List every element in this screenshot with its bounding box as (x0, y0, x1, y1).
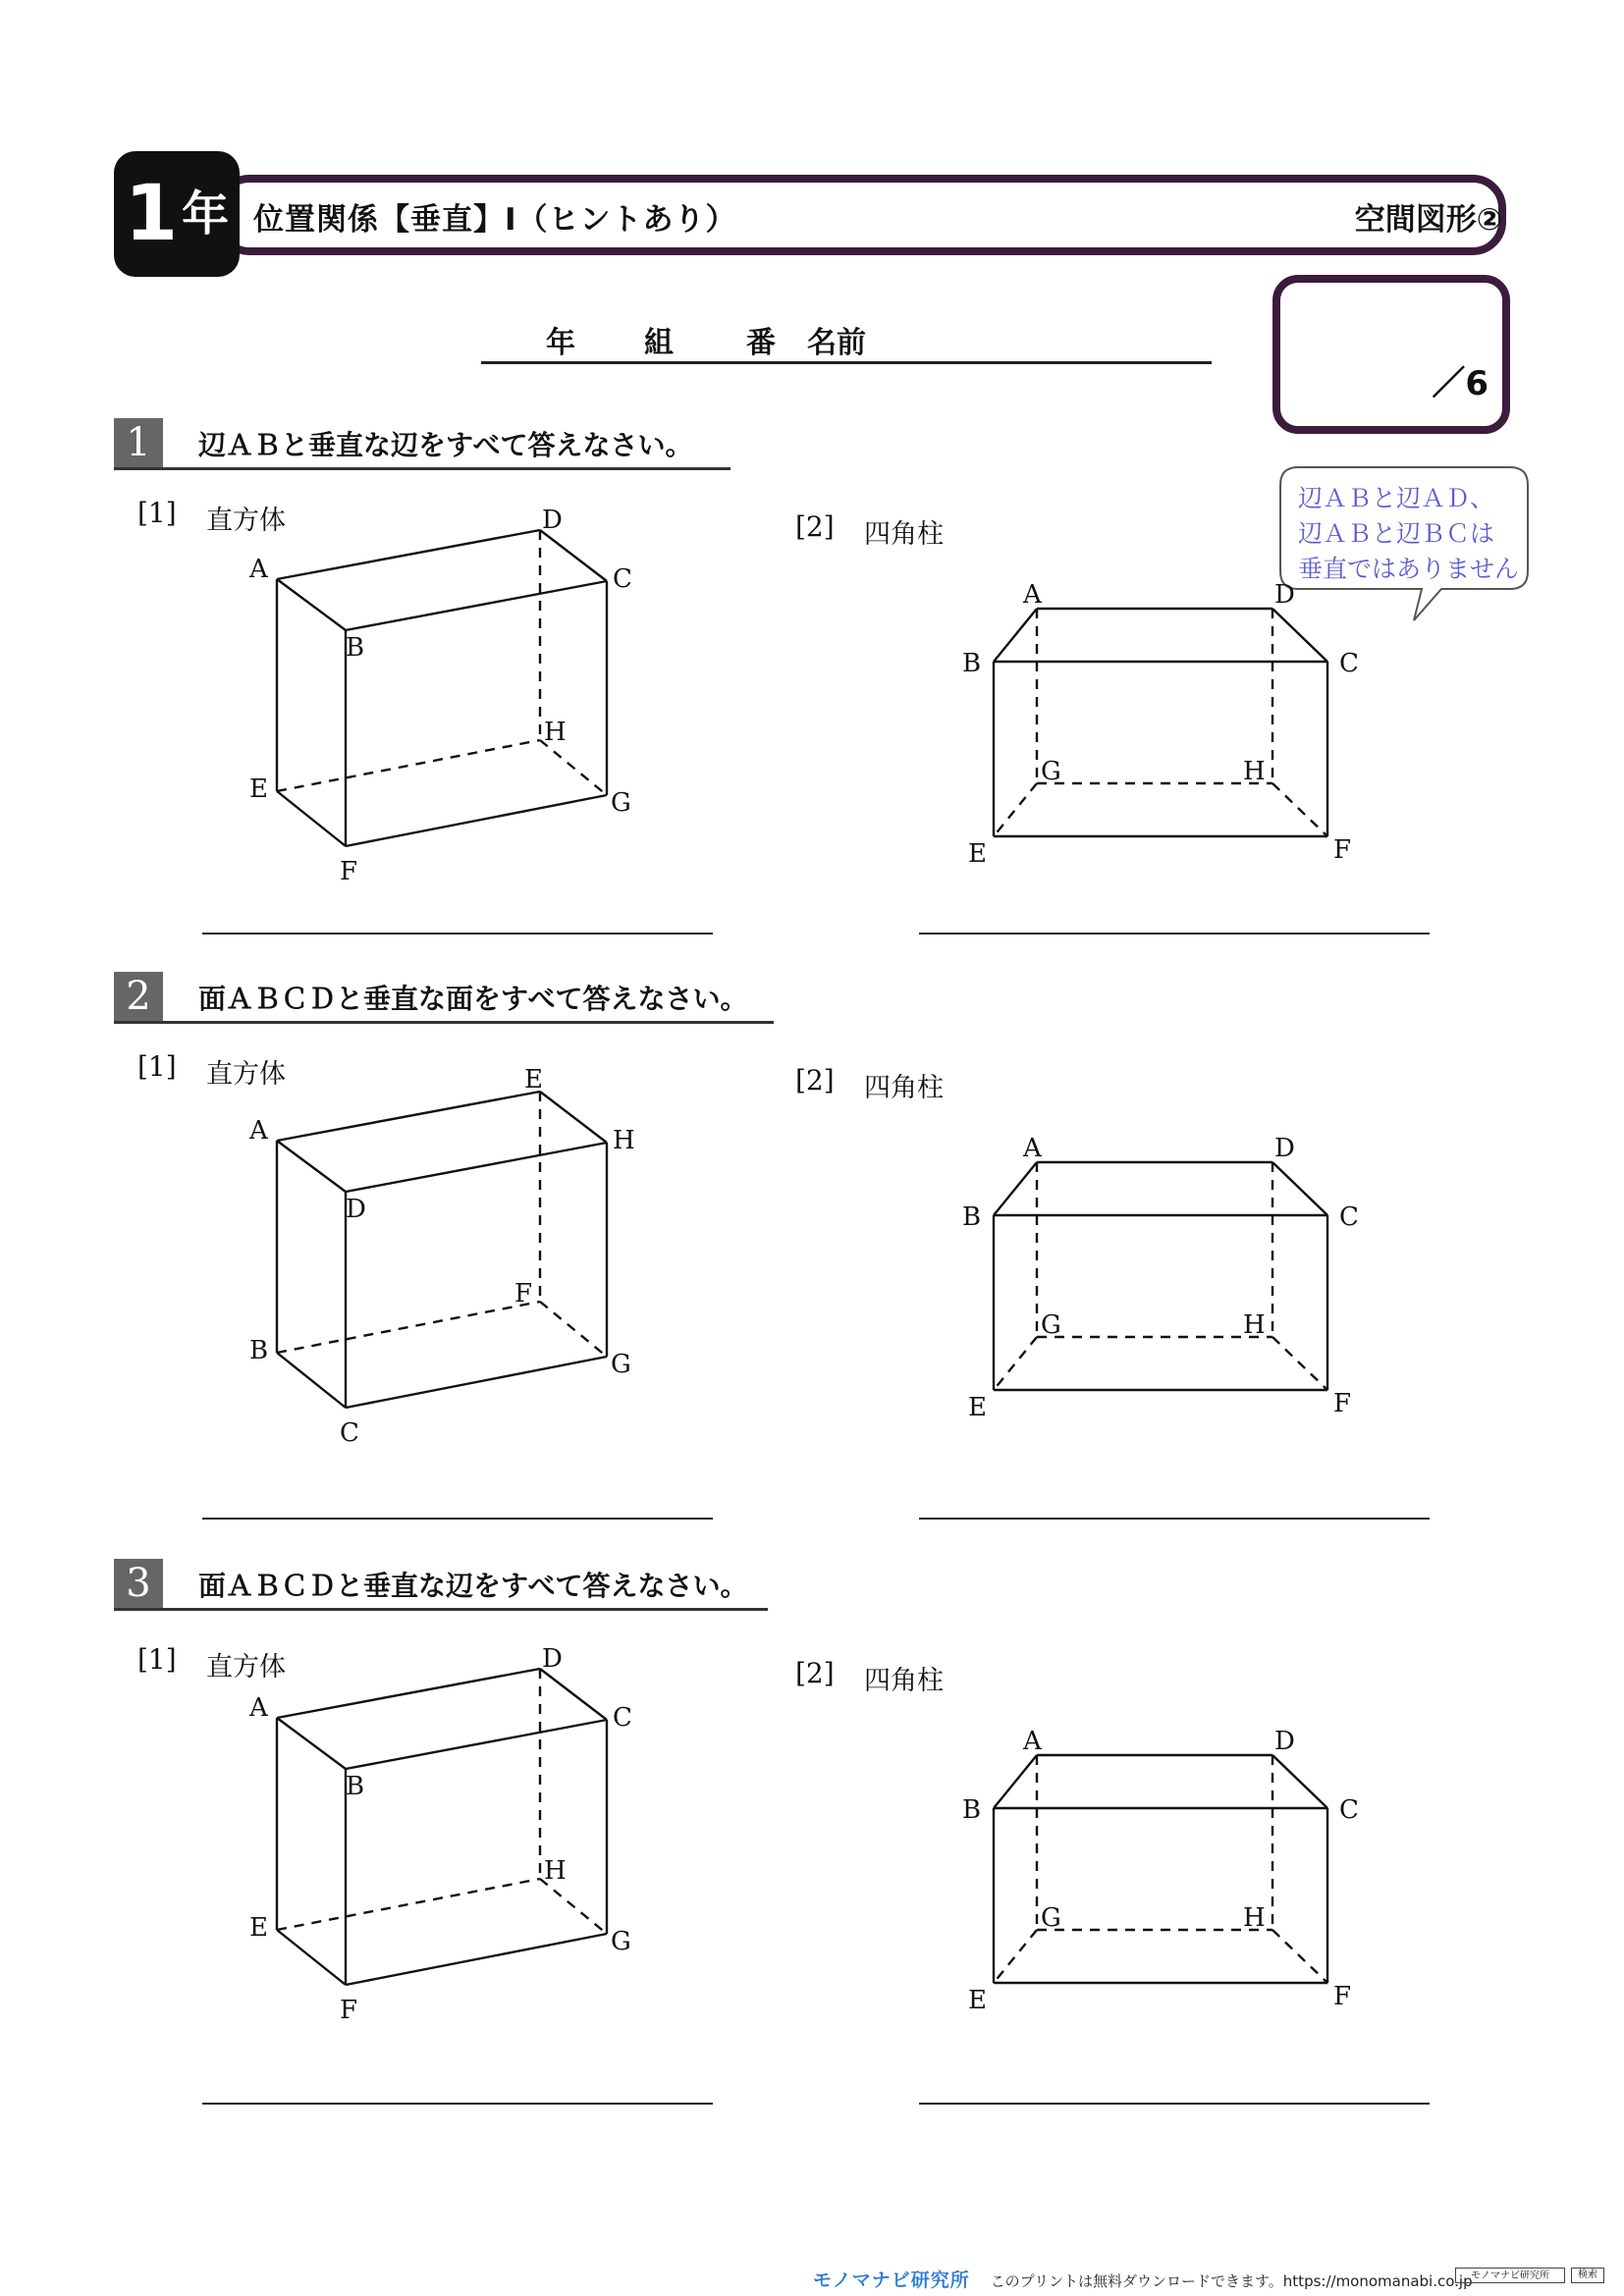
question-underline (114, 1021, 774, 1024)
vertex-label: E (968, 839, 987, 869)
vertex-label: G (1041, 1310, 1061, 1340)
answer-line-q3-1[interactable] (202, 2103, 713, 2105)
answer-line-q3-2[interactable] (919, 2103, 1430, 2105)
prism-figure-q3 (943, 1716, 1375, 2030)
vertex-label: G (1041, 757, 1061, 786)
vertex-label: D (1274, 580, 1295, 610)
vertex-label: B (962, 1795, 982, 1825)
vertex-label: E (968, 1986, 987, 2015)
vertex-label: C (613, 564, 632, 594)
hint-line-2: 辺ＡＢと辺ＢＣは (1298, 519, 1495, 548)
part-shape-label: 直方体 (206, 506, 286, 536)
question-prompt: 面ＡＢＣＤと垂直な面をすべて答えなさい。 (198, 983, 748, 1015)
grade-badge (114, 151, 240, 277)
part-index: [1] (137, 1050, 177, 1083)
worksheet-title: 位置関係【垂直】Ⅰ（ヒントあり） (253, 202, 737, 238)
vertex-label: A (1023, 1134, 1042, 1163)
question-underline (114, 1608, 768, 1611)
question-number: 1 (114, 418, 163, 467)
part-shape-label: 四角柱 (864, 1073, 944, 1103)
question-number: 2 (114, 972, 163, 1021)
footer (813, 2266, 1473, 2292)
score-total: ／6 (1432, 364, 1489, 403)
vertex-label: D (1274, 1727, 1295, 1756)
number-label: 番 (746, 326, 776, 360)
vertex-label: C (1339, 649, 1359, 678)
vertex-label: H (1243, 1310, 1266, 1340)
part-shape-label: 四角柱 (864, 519, 944, 550)
grade-suffix: 年 (182, 187, 230, 241)
hint-line-1: 辺ＡＢと辺ＡＤ、 (1298, 484, 1495, 512)
year-label: 年 (546, 326, 575, 360)
vertex-label: F (1333, 1982, 1352, 2011)
vertex-label: A (249, 555, 268, 584)
vertex-label: D (542, 1644, 563, 1674)
vertex-label: C (1339, 1795, 1359, 1825)
vertex-label: E (249, 774, 268, 804)
part-index: [2] (795, 510, 835, 543)
vertex-label: G (611, 788, 631, 818)
vertex-label: F (1333, 835, 1352, 865)
vertex-label: F (340, 857, 358, 886)
vertex-label: H (544, 718, 567, 747)
score-box (1272, 275, 1510, 434)
answer-line-q1-2[interactable] (919, 933, 1430, 934)
cuboid-figure-q2 (236, 1062, 648, 1455)
question-number: 3 (114, 1559, 163, 1608)
part-index: [2] (795, 1064, 835, 1096)
vertex-label: B (249, 1336, 269, 1365)
vertex-label: A (1023, 1727, 1042, 1756)
vertex-label: E (249, 1913, 268, 1943)
prism-figure-q1 (943, 569, 1375, 883)
part-shape-label: 四角柱 (864, 1666, 944, 1696)
vertex-label: B (962, 1202, 982, 1232)
vertex-label: F (1333, 1389, 1352, 1418)
vertex-label: D (346, 1195, 366, 1224)
question-prompt: 面ＡＢＣＤと垂直な辺をすべて答えなさい。 (198, 1570, 748, 1602)
answer-line-q2-1[interactable] (202, 1518, 713, 1520)
worksheet-category: 空間図形② (1354, 202, 1502, 238)
answer-line-q2-2[interactable] (919, 1518, 1430, 1520)
footer-brand[interactable]: モノマナビ研究所 (813, 2269, 970, 2291)
vertex-label: H (613, 1126, 635, 1155)
grade-number: 1 (124, 170, 179, 258)
vertex-label: F (340, 1996, 358, 2025)
vertex-label: E (968, 1393, 987, 1422)
class-label: 組 (644, 326, 674, 360)
vertex-label: F (514, 1279, 533, 1308)
vertex-label: C (1339, 1202, 1359, 1232)
vertex-label: D (1274, 1134, 1295, 1163)
vertex-label: E (524, 1065, 543, 1095)
footer-text: このプリントは無料ダウンロードできます。https://monomanabi.co.jp (990, 2272, 1473, 2290)
footer-search-button[interactable]: 検索 (1571, 2268, 1604, 2283)
vertex-label: H (1243, 1903, 1266, 1933)
vertex-label: B (346, 633, 365, 663)
vertex-label: C (613, 1703, 632, 1733)
part-index: [1] (137, 1643, 177, 1676)
vertex-label: G (1041, 1903, 1061, 1933)
prism-figure-q2 (943, 1123, 1375, 1437)
cuboid-figure-q1 (236, 501, 648, 893)
hint-line-3: 垂直ではありません (1298, 555, 1520, 583)
part-index: [1] (137, 497, 177, 529)
part-index: [2] (795, 1657, 835, 1689)
vertex-label: A (249, 1693, 268, 1723)
vertex-label: B (962, 649, 982, 678)
name-label: 名前 (807, 326, 866, 360)
answer-line-q1-1[interactable] (202, 933, 713, 934)
question-underline (114, 467, 731, 470)
name-line (481, 314, 1212, 364)
cuboid-figure-q3 (236, 1639, 648, 2032)
vertex-label: B (346, 1772, 365, 1801)
footer-search-input[interactable]: モノマナビ研究所 (1455, 2268, 1565, 2283)
vertex-label: C (340, 1418, 359, 1448)
vertex-label: H (544, 1856, 567, 1886)
vertex-label: A (1023, 580, 1042, 610)
vertex-label: A (249, 1116, 268, 1146)
vertex-label: G (611, 1927, 631, 1956)
part-shape-label: 直方体 (206, 1059, 286, 1090)
vertex-label: H (1243, 757, 1266, 786)
vertex-label: G (611, 1350, 631, 1379)
vertex-label: D (542, 506, 563, 535)
question-prompt: 辺ＡＢと垂直な辺をすべて答えなさい。 (198, 429, 693, 461)
part-shape-label: 直方体 (206, 1652, 286, 1682)
